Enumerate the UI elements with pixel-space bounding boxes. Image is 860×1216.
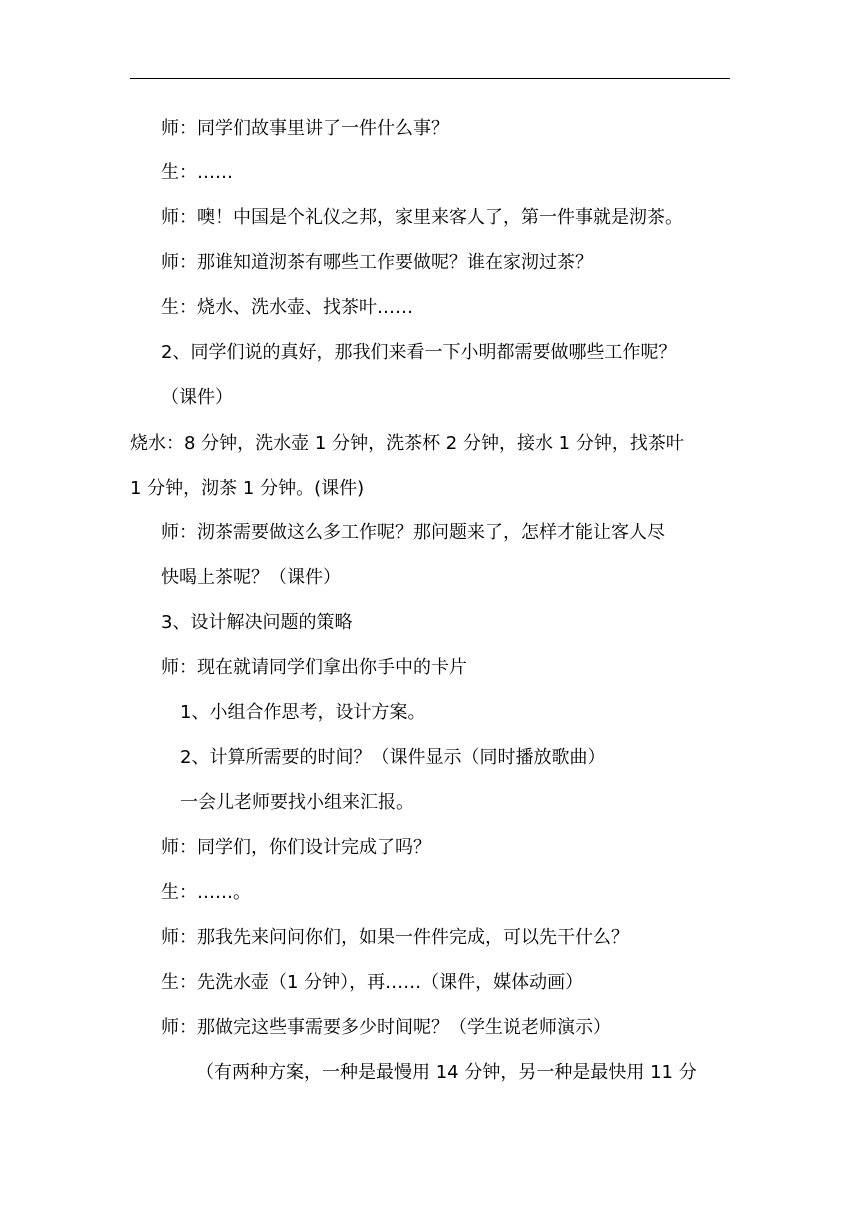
text-line: 2、同学们说的真好，那我们来看一下小明都需要做哪些工作呢？ bbox=[161, 342, 677, 363]
text-line: 师：沏茶需要做这么多工作呢？那问题来了，怎样才能让客人尽 bbox=[161, 522, 665, 543]
text-line: 快喝上茶呢？（课件） bbox=[161, 567, 341, 588]
text-line: 师：同学们，你们设计完成了吗？ bbox=[161, 837, 431, 858]
text-line: 师：那我先来问问你们，如果一件件完成，可以先干什么？ bbox=[161, 927, 629, 948]
text-line: 烧水：8 分钟，洗水壶 1 分钟，洗茶杯 2 分钟，接水 1 分钟，找茶叶 bbox=[130, 433, 684, 454]
text-line: （课件） bbox=[161, 387, 233, 408]
text-line: 师：那做完这些事需要多少时间呢？（学生说老师演示） bbox=[161, 1017, 611, 1038]
text-line: 1、小组合作思考，设计方案。 bbox=[180, 702, 426, 723]
text-line: 生：……。 bbox=[161, 882, 251, 903]
text-line: 2、计算所需要的时间？（课件显示（同时播放歌曲） bbox=[180, 747, 606, 768]
text-line: 一会儿老师要找小组来汇报。 bbox=[180, 792, 414, 813]
text-line: 生：烧水、洗水壶、找茶叶…… bbox=[161, 297, 413, 318]
text-line: 师：那谁知道沏茶有哪些工作要做呢？谁在家沏过茶？ bbox=[161, 252, 593, 273]
text-line: 师：同学们故事里讲了一件什么事？ bbox=[161, 118, 449, 139]
text-line: （有两种方案，一种是最慢用 14 分钟，另一种是最快用 11 分 bbox=[196, 1062, 697, 1083]
text-line: 师：噢！中国是个礼仪之邦，家里来客人了，第一件事就是沏茶。 bbox=[161, 207, 683, 228]
text-line: 3、设计解决问题的策略 bbox=[161, 612, 353, 633]
text-line: 生：…… bbox=[161, 162, 233, 183]
text-line: 生：先洗水壶（1 分钟），再……（课件，媒体动画） bbox=[161, 972, 584, 993]
text-line: 师：现在就请同学们拿出你手中的卡片 bbox=[161, 657, 467, 678]
text-line: 1 分钟，沏茶 1 分钟。(课件) bbox=[130, 478, 365, 499]
